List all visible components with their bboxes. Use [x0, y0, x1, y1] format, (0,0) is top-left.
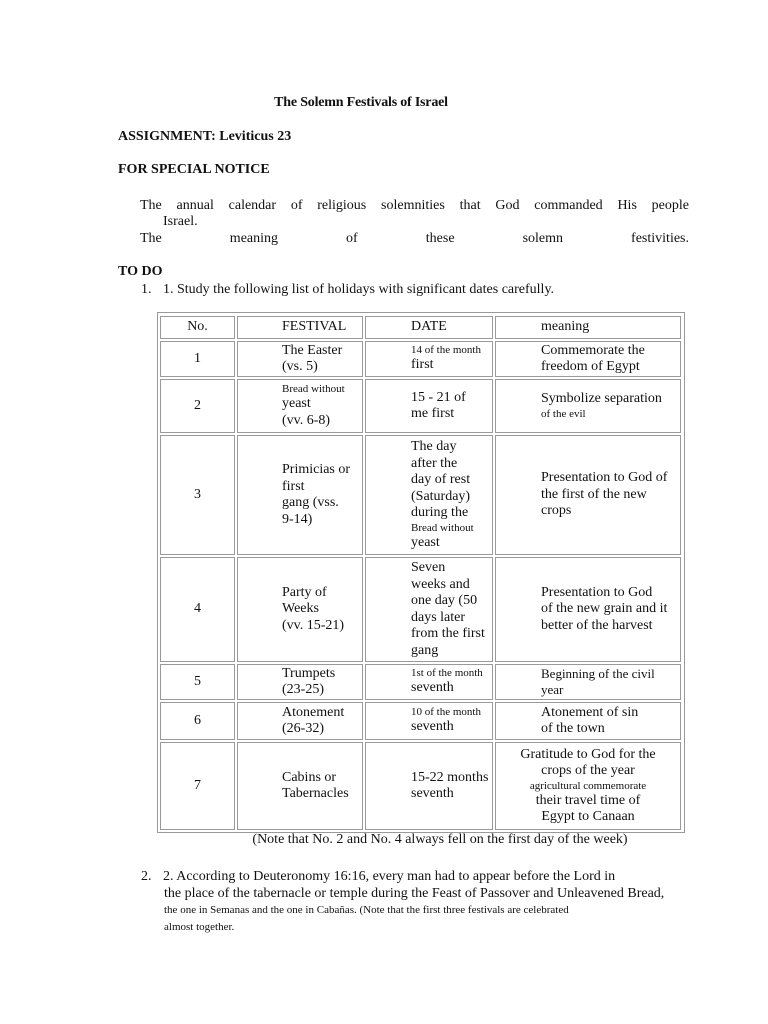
festivals-table [157, 312, 685, 833]
row-3-festival-line: gang (vss. [282, 495, 339, 510]
row-1-festival-line: (vs. 5) [282, 359, 318, 374]
row-7-no: 7 [160, 742, 235, 830]
todo-item-2-number: 2. [141, 869, 152, 884]
row-2-no: 2 [160, 379, 235, 433]
notice-line-2: The meaning of these solemn festivities. [140, 231, 689, 246]
row-6-meaning-line: Atonement of sin [541, 704, 639, 720]
row-3-festival-line: first [282, 478, 305, 494]
row-6-date-small: 10 of the month [411, 706, 481, 719]
document-title: The Solemn Festivals of Israel [274, 95, 448, 110]
row-2-meaning [495, 379, 681, 433]
row-2-festival-line: (vv. 6-8) [282, 412, 331, 428]
row-4-date-line: gang [411, 642, 439, 658]
row-7-meaning-line: Egypt to Canaan [541, 809, 635, 824]
row-1-date-line: first [411, 357, 434, 373]
row-5-meaning [495, 664, 681, 700]
row-4-festival-line: Weeks [282, 601, 319, 617]
todo-item-2-line-4: almost together. [164, 921, 235, 933]
row-3-meaning [495, 435, 681, 555]
row-3-festival-line: 9-14) [282, 511, 313, 527]
row-3-date-line: yeast [411, 534, 440, 550]
row-7-meaning-small: agricultural commemorate [529, 779, 647, 792]
header-meaning: meaning [495, 316, 681, 339]
row-6-meaning-line: of the town [541, 721, 605, 736]
row-5-no: 5 [160, 664, 235, 700]
row-4-meaning-line: better of the harvest [541, 617, 653, 633]
row-3-date-line: (Saturday) [411, 488, 471, 504]
row-2-date-line: 15 - 21 of [411, 389, 466, 405]
row-6-festival [237, 702, 363, 740]
row-7-date-line: 15-22 months [411, 769, 489, 785]
row-3-date-line: day of rest [411, 472, 471, 487]
row-7-festival [237, 742, 363, 830]
row-5-date-line: seventh [411, 680, 454, 696]
row-7-date [365, 742, 493, 830]
todo-heading: TO DO [118, 264, 163, 279]
row-7-meaning-line: Gratitude to God for the [520, 746, 656, 762]
notice-line-1-continued: Israel. [163, 214, 198, 229]
header-no: No. [160, 316, 235, 339]
row-3-date-small: Bread without [411, 521, 474, 534]
row-6-festival-line: Atonement [282, 704, 345, 720]
row-3-date-line: The day [411, 439, 457, 454]
row-4-festival [237, 557, 363, 662]
row-3-festival-line: Primicias or [282, 462, 351, 477]
header-festival: FESTIVAL [237, 316, 363, 339]
row-7-meaning-line: their travel time of [535, 792, 641, 808]
row-4-no: 4 [160, 557, 235, 662]
row-1-date [365, 341, 493, 377]
todo-item-1-number: 1. [141, 282, 152, 297]
row-3-meaning-line: Presentation to God of [541, 470, 668, 486]
row-3-date [365, 435, 493, 555]
row-5-festival-line: Trumpets [282, 665, 336, 681]
row-3-festival [237, 435, 363, 555]
row-5-festival [237, 664, 363, 700]
row-5-date-small: 1st of the month [411, 667, 483, 680]
row-6-date [365, 702, 493, 740]
row-1-date-small: 14 of the month [411, 344, 481, 357]
row-6-festival-line: (26-32) [282, 721, 324, 736]
row-4-date [365, 557, 493, 662]
row-5-date [365, 664, 493, 700]
todo-item-2-line-1: 2. According to Deuteronomy 16:16, every man had to appear before the Lord in [163, 869, 616, 884]
row-3-meaning-line: the first of the new [541, 486, 647, 502]
row-2-meaning-line: Symbolize separation [541, 391, 662, 407]
row-1-meaning [495, 341, 681, 377]
todo-item-2-line-2: the place of the tabernacle or temple during the Feast of Passover and Unleavened Bread, [164, 886, 665, 901]
row-1-meaning-line: Commemorate the [541, 342, 645, 358]
row-1-no: 1 [160, 341, 235, 377]
todo-item-2 [141, 868, 701, 936]
assignment-heading: ASSIGNMENT: Leviticus 23 [118, 129, 292, 144]
row-4-festival-line: (vv. 15-21) [282, 617, 345, 633]
row-3-meaning-line: crops [541, 503, 572, 519]
row-1-festival [237, 341, 363, 377]
row-2-date [365, 379, 493, 433]
row-4-meaning [495, 557, 681, 662]
row-2-date-line: me first [411, 406, 455, 421]
row-6-meaning [495, 702, 681, 740]
row-4-date-line: days later [411, 609, 466, 625]
row-7-meaning [495, 742, 681, 830]
row-1-festival-line: The Easter [282, 342, 343, 358]
row-4-meaning-line: of the new grain and it [541, 601, 668, 617]
row-7-meaning-line: crops of the year [541, 763, 635, 778]
row-1-meaning-line: freedom of Egypt [541, 359, 640, 374]
row-4-festival-line: Party of [282, 584, 327, 600]
row-4-date-line: Seven [411, 560, 446, 575]
row-7-festival-line: Tabernacles [282, 786, 349, 801]
row-2-festival-line: yeast [282, 396, 311, 411]
todo-item-1-text: 1. Study the following list of holidays with significant dates carefully. [163, 282, 555, 297]
row-6-date-line: seventh [411, 719, 454, 735]
notice-line-1: The annual calendar of religious solemnities that God commanded His people [140, 198, 689, 213]
row-3-no: 3 [160, 435, 235, 555]
row-7-festival-line: Cabins or [282, 769, 337, 785]
special-notice-heading: FOR SPECIAL NOTICE [118, 162, 270, 177]
row-5-festival-line: (23-25) [282, 682, 324, 697]
row-7-date-line: seventh [411, 786, 454, 801]
row-3-date-line: after the [411, 455, 458, 471]
row-3-date-line: during the [411, 505, 469, 520]
row-5-meaning-line: Beginning of the civil year [541, 665, 655, 697]
row-4-meaning-line: Presentation to God [541, 584, 653, 600]
row-2-festival [237, 379, 363, 433]
row-6-no: 6 [160, 702, 235, 740]
row-4-date-line: from the first [411, 626, 485, 641]
row-2-meaning-small: of the evil [541, 407, 586, 420]
todo-item-2-line-3: the one in Semanas and the one in Cabañas. (Note that the first three festivals are celebrated [164, 904, 569, 916]
header-date: DATE [365, 316, 493, 339]
row-4-date-line: weeks and [411, 576, 470, 592]
table-note: (Note that No. 2 and No. 4 always fell on the first day of the week) [252, 832, 628, 847]
todo-item-1 [141, 281, 554, 298]
row-4-date-line: one day (50 [411, 593, 478, 608]
row-2-festival-small: Bread without [282, 383, 345, 395]
